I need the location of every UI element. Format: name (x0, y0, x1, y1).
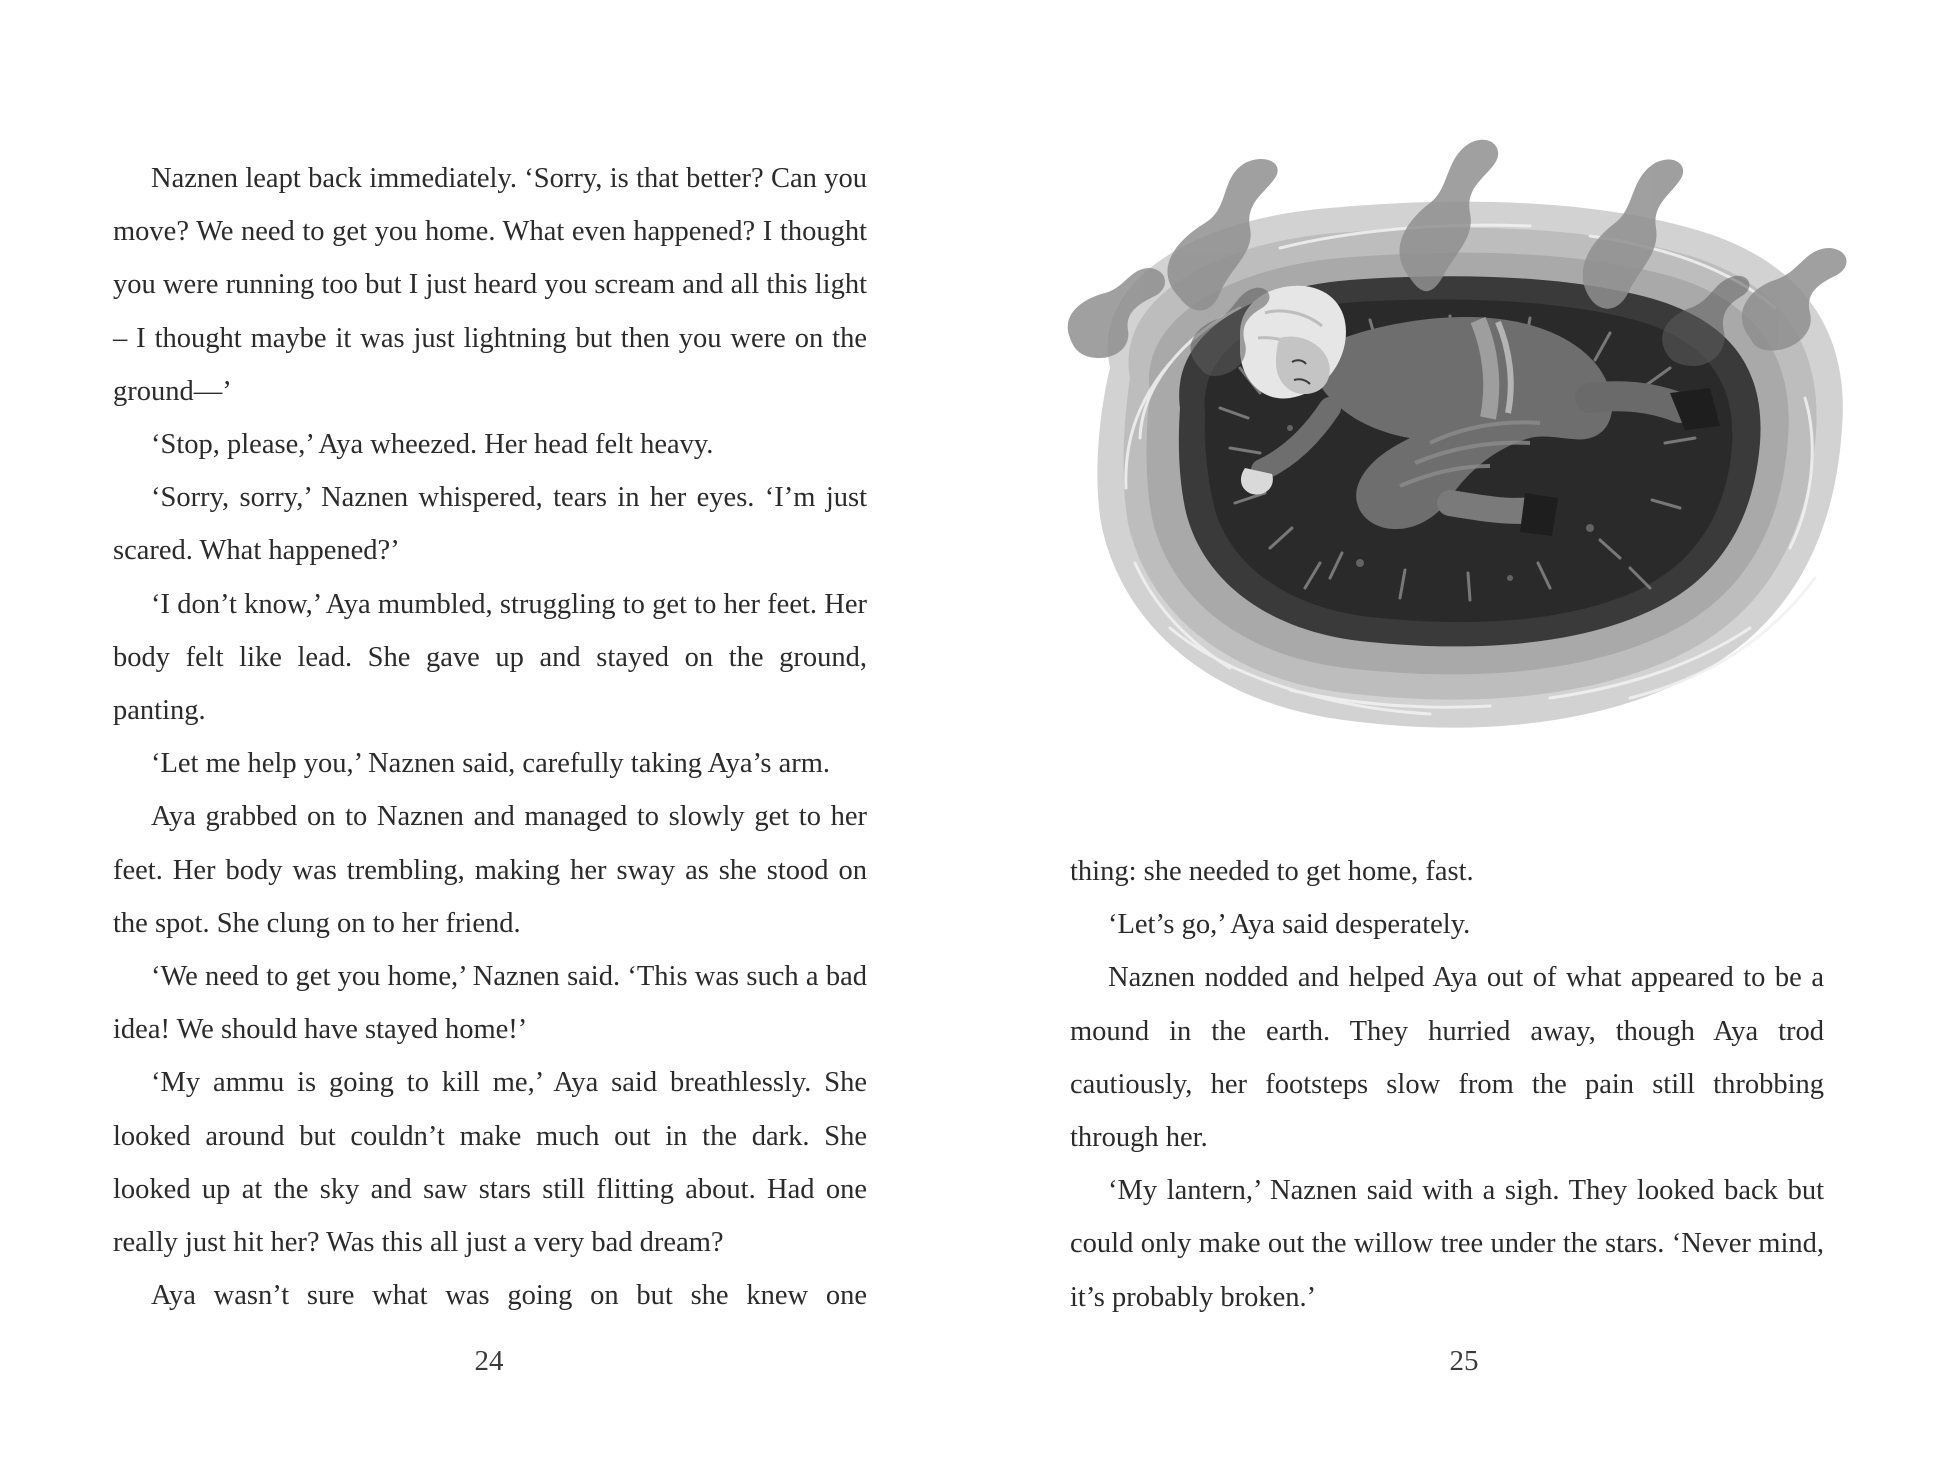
paragraph: ‘My lantern,’ Naznen said with a sigh. They looked back but could only make out the willow tree under the stars. ‘Never mind, it’s probably broken.’ (1070, 1175, 1824, 1313)
paragraph: Aya wasn’t sure what was going on but she knew one (151, 1280, 867, 1312)
page-number: 24 (474, 1345, 504, 1377)
paragraph: ‘I don’t know,’ Aya mumbled, struggling to get to her feet. Her body felt like lead. She gave up and stayed on the ground, panting. (113, 588, 867, 727)
paragraph: Aya grabbed on to Naznen and managed to slowly get to her feet. Her body was trembling, making her sway as she stood on the spot. She clung on to her friend. (113, 801, 867, 939)
page-number: 25 (1449, 1345, 1479, 1377)
paragraph: Naznen nodded and helped Aya out of what appeared to be a mound in the earth. They hurried away, though Aya trod cautiously, her footsteps slow from the pain still throbbing through her. (1070, 962, 1824, 1154)
paragraph: thing: she needed to get home, fast. (1070, 856, 1474, 887)
left-page-text (113, 152, 867, 1322)
right-page (973, 0, 1946, 1475)
paragraph: ‘Stop, please,’ Aya wheezed. Her head felt heavy. (151, 429, 714, 461)
right-page-text (1070, 845, 1824, 1324)
paragraph: ‘Sorry, sorry,’ Naznen whispered, tears in her eyes. ‘I’m just scared. What happened?’ (113, 482, 867, 567)
paragraph: ‘Let’s go,’ Aya said desperately. (1108, 909, 1471, 941)
paragraph: ‘We need to get you home,’ Naznen said. ‘This was such a bad idea! We should have stayed home!’ (113, 961, 867, 1046)
paragraph: ‘My ammu is going to kill me,’ Aya said breathlessly. She looked around but couldn’t make much out in the dark. She looked up at the sky and saw stars still flitting about. Had one really just hit her? Was this all just a very bad dream? (113, 1067, 867, 1259)
paragraph: ‘Let me help you,’ Naznen said, carefully taking Aya’s arm. (151, 748, 831, 780)
paragraph: Naznen leapt back immediately. ‘Sorry, is that better? Can you move? We need to get you home. What even happened? I thought you were running too but I just heard you scream and all this light – I thought maybe it was just lightning but then you were on the ground—’ (113, 163, 867, 407)
illustration-girl-lying-in-crater (1030, 108, 1890, 808)
